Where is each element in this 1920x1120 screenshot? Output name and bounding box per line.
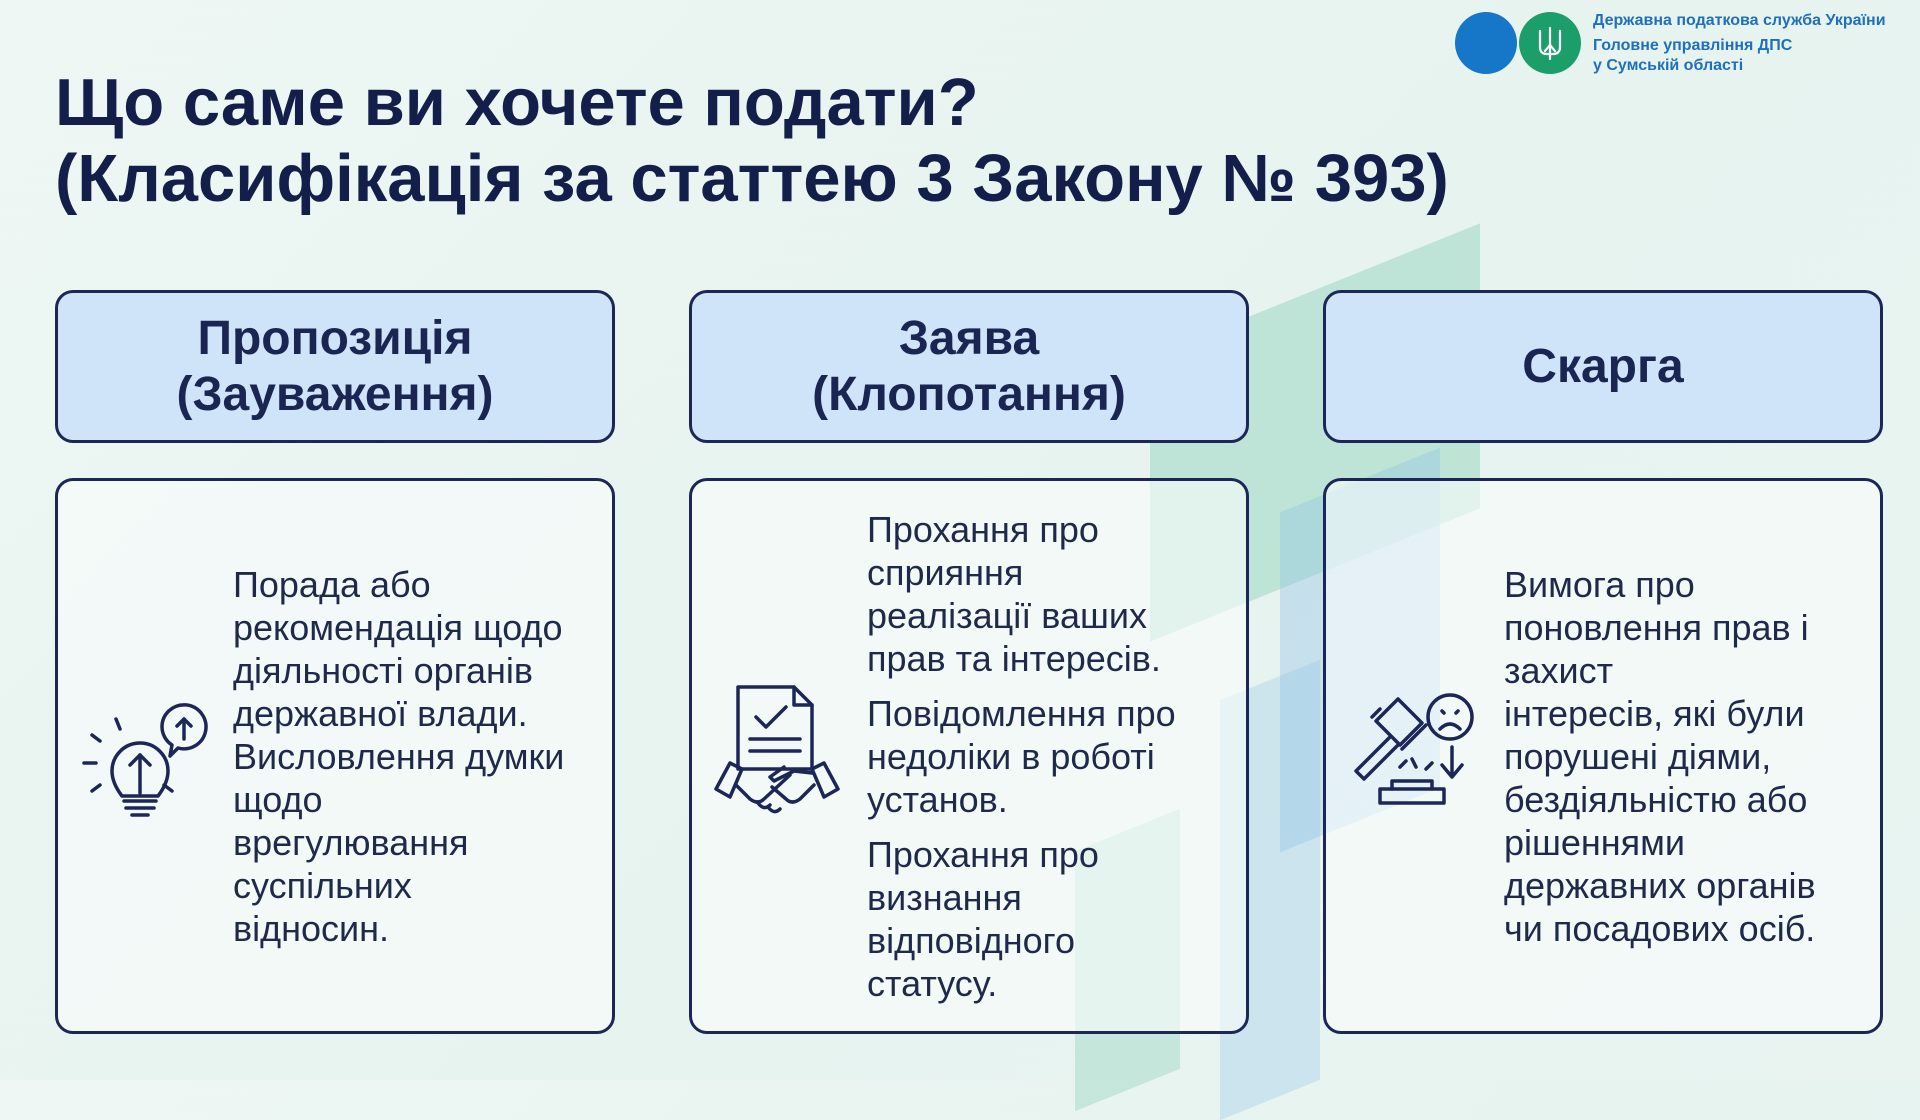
description-line: поновлення прав і <box>1504 606 1809 648</box>
brand-text <box>1593 10 1886 76</box>
lightbulb-icon <box>78 481 208 1031</box>
title-line: Що саме ви хочете подати? <box>55 65 979 140</box>
description-line: визнання <box>867 876 1022 918</box>
description-line: Прохання про <box>867 833 1099 875</box>
card-description <box>1504 481 1872 1031</box>
description-line: порушені діями, <box>1504 735 1772 777</box>
brand-department: Головне управління ДПС <box>1593 37 1793 54</box>
description-line: чи посадових осіб. <box>1504 907 1816 949</box>
card-description <box>867 481 1238 1031</box>
heading-line: (Зауваження) <box>176 367 494 421</box>
description-line: рішеннями <box>1504 821 1686 863</box>
heading-line: Заява <box>898 311 1040 365</box>
heading-application <box>689 290 1249 443</box>
description-line: недоліки в роботі <box>867 735 1155 777</box>
description-line: Вимога про <box>1504 563 1695 605</box>
title-line: (Класифікація за статтею 3 Закону № 393) <box>55 141 1449 216</box>
description-line: Висловлення думки <box>233 735 565 777</box>
description-line: щодо <box>233 778 323 820</box>
description-line: державних органів <box>1504 864 1816 906</box>
description-line: сприяння <box>867 551 1024 593</box>
description-line: рекомендація щодо <box>233 606 563 648</box>
description-line: бездіяльністю або <box>1504 778 1808 820</box>
brand-service-name: Державна податкова служба України <box>1593 12 1886 29</box>
description-line: державної влади. <box>233 692 528 734</box>
description-line: відносин. <box>233 907 390 949</box>
card-application <box>689 478 1249 1034</box>
trident-icon <box>1535 25 1565 61</box>
description-line: прав та інтересів. <box>867 637 1161 679</box>
description-line: суспільних <box>233 864 412 906</box>
page-title <box>55 65 1555 217</box>
heading-complaint <box>1323 290 1883 443</box>
description-line: установ. <box>867 778 1008 820</box>
description-line: Повідомлення про <box>867 692 1176 734</box>
gavel-icon <box>1346 481 1476 1031</box>
description-line: відповідного <box>867 919 1076 961</box>
card-description <box>233 481 604 1031</box>
heading-line: Пропозиція <box>197 311 473 365</box>
description-line: захист <box>1504 649 1614 691</box>
heading-proposal <box>55 290 615 443</box>
document-handshake-icon <box>712 481 842 1031</box>
heading-line: Скарга <box>1522 339 1684 393</box>
description-line: статусу. <box>867 962 998 1004</box>
heading-line: (Клопотання) <box>812 367 1126 421</box>
card-proposal <box>55 478 615 1034</box>
description-line: Порада або <box>233 563 431 605</box>
description-line: діяльності органів <box>233 649 534 691</box>
description-line: Прохання про <box>867 508 1099 550</box>
description-line: інтересів, які були <box>1504 692 1805 734</box>
description-line: реалізації ваших <box>867 594 1147 636</box>
card-complaint <box>1323 478 1883 1034</box>
brand-region: у Сумській області <box>1593 57 1744 74</box>
description-line: врегулювання <box>233 821 469 863</box>
